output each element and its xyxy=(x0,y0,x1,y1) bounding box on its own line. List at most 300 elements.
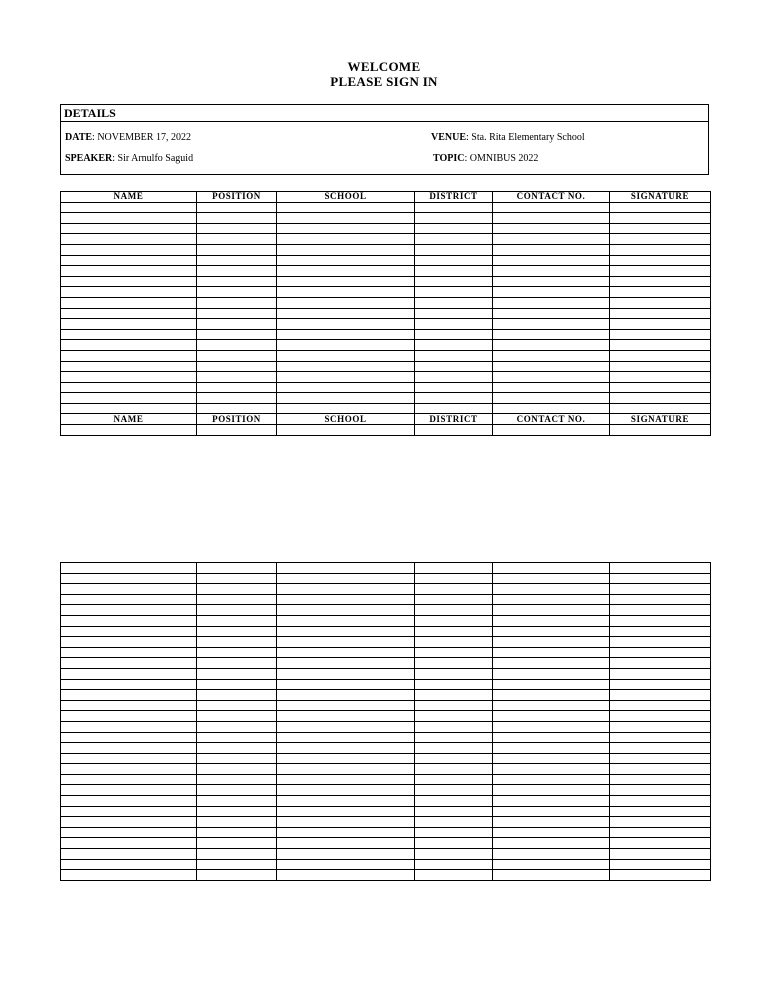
table-cell[interactable] xyxy=(493,647,610,658)
table-cell[interactable] xyxy=(493,382,610,393)
table-cell[interactable] xyxy=(61,584,197,595)
table-cell[interactable] xyxy=(610,340,711,351)
table-cell[interactable] xyxy=(415,234,493,245)
table-cell[interactable] xyxy=(493,425,610,436)
table-cell[interactable] xyxy=(493,244,610,255)
table-cell[interactable] xyxy=(197,827,277,838)
table-cell[interactable] xyxy=(610,255,711,266)
table-cell[interactable] xyxy=(610,806,711,817)
table-cell[interactable] xyxy=(610,721,711,732)
table-cell[interactable] xyxy=(277,361,415,372)
table-cell[interactable] xyxy=(493,319,610,330)
table-cell[interactable] xyxy=(61,287,197,298)
table-cell[interactable] xyxy=(493,626,610,637)
table-cell[interactable] xyxy=(61,817,197,828)
table-cell[interactable] xyxy=(197,297,277,308)
table-cell[interactable] xyxy=(493,796,610,807)
table-cell[interactable] xyxy=(277,255,415,266)
table-cell[interactable] xyxy=(415,594,493,605)
table-cell[interactable] xyxy=(610,563,711,574)
table-cell[interactable] xyxy=(61,700,197,711)
table-cell[interactable] xyxy=(61,668,197,679)
table-cell[interactable] xyxy=(197,361,277,372)
table-cell[interactable] xyxy=(277,425,415,436)
table-cell[interactable] xyxy=(61,615,197,626)
table-cell[interactable] xyxy=(610,393,711,404)
table-cell[interactable] xyxy=(277,234,415,245)
table-cell[interactable] xyxy=(610,679,711,690)
table-cell[interactable] xyxy=(415,838,493,849)
table-cell[interactable] xyxy=(610,774,711,785)
table-cell[interactable] xyxy=(493,584,610,595)
table-cell[interactable] xyxy=(493,732,610,743)
table-cell[interactable] xyxy=(415,329,493,340)
table-cell[interactable] xyxy=(197,817,277,828)
table-cell[interactable] xyxy=(415,615,493,626)
table-cell[interactable] xyxy=(277,626,415,637)
table-cell[interactable] xyxy=(415,213,493,224)
table-cell[interactable] xyxy=(61,859,197,870)
table-cell[interactable] xyxy=(61,870,197,881)
table-cell[interactable] xyxy=(493,700,610,711)
table-cell[interactable] xyxy=(197,615,277,626)
table-cell[interactable] xyxy=(493,838,610,849)
table-cell[interactable] xyxy=(197,859,277,870)
table-cell[interactable] xyxy=(415,382,493,393)
table-cell[interactable] xyxy=(277,859,415,870)
table-cell[interactable] xyxy=(277,340,415,351)
table-cell[interactable] xyxy=(415,700,493,711)
table-cell[interactable] xyxy=(61,594,197,605)
table-cell[interactable] xyxy=(610,690,711,701)
table-cell[interactable] xyxy=(277,605,415,616)
table-cell[interactable] xyxy=(610,838,711,849)
table-cell[interactable] xyxy=(610,382,711,393)
table-cell[interactable] xyxy=(197,584,277,595)
table-cell[interactable] xyxy=(197,213,277,224)
table-cell[interactable] xyxy=(493,690,610,701)
table-cell[interactable] xyxy=(610,403,711,414)
table-cell[interactable] xyxy=(415,679,493,690)
table-cell[interactable] xyxy=(61,244,197,255)
table-cell[interactable] xyxy=(277,796,415,807)
table-cell[interactable] xyxy=(415,626,493,637)
table-cell[interactable] xyxy=(493,276,610,287)
table-cell[interactable] xyxy=(61,573,197,584)
table-cell[interactable] xyxy=(277,647,415,658)
table-cell[interactable] xyxy=(415,774,493,785)
table-cell[interactable] xyxy=(610,329,711,340)
table-cell[interactable] xyxy=(415,753,493,764)
table-cell[interactable] xyxy=(61,350,197,361)
table-cell[interactable] xyxy=(610,732,711,743)
table-cell[interactable] xyxy=(61,563,197,574)
table-cell[interactable] xyxy=(493,637,610,648)
table-cell[interactable] xyxy=(61,626,197,637)
table-cell[interactable] xyxy=(197,743,277,754)
table-cell[interactable] xyxy=(493,753,610,764)
table-cell[interactable] xyxy=(61,711,197,722)
table-cell[interactable] xyxy=(277,287,415,298)
table-cell[interactable] xyxy=(415,859,493,870)
table-cell[interactable] xyxy=(610,584,711,595)
table-cell[interactable] xyxy=(415,849,493,860)
table-cell[interactable] xyxy=(197,382,277,393)
table-cell[interactable] xyxy=(415,287,493,298)
table-cell[interactable] xyxy=(277,732,415,743)
table-cell[interactable] xyxy=(277,594,415,605)
table-cell[interactable] xyxy=(493,817,610,828)
table-cell[interactable] xyxy=(493,297,610,308)
table-cell[interactable] xyxy=(493,329,610,340)
table-cell[interactable] xyxy=(610,594,711,605)
table-cell[interactable] xyxy=(61,849,197,860)
table-cell[interactable] xyxy=(197,573,277,584)
table-cell[interactable] xyxy=(197,287,277,298)
table-cell[interactable] xyxy=(197,679,277,690)
table-cell[interactable] xyxy=(61,425,197,436)
table-cell[interactable] xyxy=(493,721,610,732)
table-cell[interactable] xyxy=(197,721,277,732)
table-cell[interactable] xyxy=(610,849,711,860)
table-cell[interactable] xyxy=(61,647,197,658)
table-cell[interactable] xyxy=(610,244,711,255)
table-cell[interactable] xyxy=(197,403,277,414)
table-cell[interactable] xyxy=(197,647,277,658)
table-cell[interactable] xyxy=(197,319,277,330)
table-cell[interactable] xyxy=(493,827,610,838)
table-cell[interactable] xyxy=(277,213,415,224)
table-cell[interactable] xyxy=(197,626,277,637)
table-cell[interactable] xyxy=(197,711,277,722)
table-cell[interactable] xyxy=(277,870,415,881)
table-cell[interactable] xyxy=(277,785,415,796)
table-cell[interactable] xyxy=(415,393,493,404)
table-cell[interactable] xyxy=(415,297,493,308)
table-cell[interactable] xyxy=(493,287,610,298)
table-cell[interactable] xyxy=(493,563,610,574)
table-cell[interactable] xyxy=(610,637,711,648)
table-cell[interactable] xyxy=(415,796,493,807)
table-cell[interactable] xyxy=(610,308,711,319)
table-cell[interactable] xyxy=(415,785,493,796)
table-cell[interactable] xyxy=(277,350,415,361)
table-cell[interactable] xyxy=(493,615,610,626)
table-cell[interactable] xyxy=(493,213,610,224)
table-cell[interactable] xyxy=(197,690,277,701)
table-cell[interactable] xyxy=(493,234,610,245)
table-cell[interactable] xyxy=(61,796,197,807)
table-cell[interactable] xyxy=(61,297,197,308)
table-cell[interactable] xyxy=(61,679,197,690)
table-cell[interactable] xyxy=(61,658,197,669)
table-cell[interactable] xyxy=(415,764,493,775)
table-cell[interactable] xyxy=(277,817,415,828)
table-cell[interactable] xyxy=(61,372,197,383)
table-cell[interactable] xyxy=(610,827,711,838)
table-cell[interactable] xyxy=(493,870,610,881)
table-cell[interactable] xyxy=(493,223,610,234)
table-cell[interactable] xyxy=(610,700,711,711)
table-cell[interactable] xyxy=(277,319,415,330)
table-cell[interactable] xyxy=(61,605,197,616)
table-cell[interactable] xyxy=(493,266,610,277)
table-cell[interactable] xyxy=(61,743,197,754)
table-cell[interactable] xyxy=(610,647,711,658)
table-cell[interactable] xyxy=(493,361,610,372)
table-cell[interactable] xyxy=(277,266,415,277)
table-cell[interactable] xyxy=(610,615,711,626)
table-cell[interactable] xyxy=(61,827,197,838)
table-cell[interactable] xyxy=(61,732,197,743)
table-cell[interactable] xyxy=(197,658,277,669)
table-cell[interactable] xyxy=(277,276,415,287)
table-cell[interactable] xyxy=(61,721,197,732)
table-cell[interactable] xyxy=(61,213,197,224)
table-cell[interactable] xyxy=(415,319,493,330)
table-cell[interactable] xyxy=(610,234,711,245)
table-cell[interactable] xyxy=(415,817,493,828)
table-cell[interactable] xyxy=(415,732,493,743)
table-cell[interactable] xyxy=(493,255,610,266)
table-cell[interactable] xyxy=(415,658,493,669)
table-cell[interactable] xyxy=(197,605,277,616)
table-cell[interactable] xyxy=(415,340,493,351)
table-cell[interactable] xyxy=(197,372,277,383)
table-cell[interactable] xyxy=(493,202,610,213)
table-cell[interactable] xyxy=(61,838,197,849)
table-cell[interactable] xyxy=(610,785,711,796)
table-cell[interactable] xyxy=(277,329,415,340)
table-cell[interactable] xyxy=(610,287,711,298)
table-cell[interactable] xyxy=(493,403,610,414)
table-cell[interactable] xyxy=(277,382,415,393)
table-cell[interactable] xyxy=(197,425,277,436)
table-cell[interactable] xyxy=(415,827,493,838)
table-cell[interactable] xyxy=(277,297,415,308)
table-cell[interactable] xyxy=(197,202,277,213)
table-cell[interactable] xyxy=(277,393,415,404)
table-cell[interactable] xyxy=(610,276,711,287)
table-cell[interactable] xyxy=(277,308,415,319)
table-cell[interactable] xyxy=(197,753,277,764)
table-cell[interactable] xyxy=(277,806,415,817)
table-cell[interactable] xyxy=(61,202,197,213)
table-cell[interactable] xyxy=(415,361,493,372)
table-cell[interactable] xyxy=(197,838,277,849)
table-cell[interactable] xyxy=(415,573,493,584)
table-cell[interactable] xyxy=(277,827,415,838)
table-cell[interactable] xyxy=(61,764,197,775)
table-cell[interactable] xyxy=(61,340,197,351)
table-cell[interactable] xyxy=(610,658,711,669)
table-cell[interactable] xyxy=(197,764,277,775)
table-cell[interactable] xyxy=(415,668,493,679)
table-cell[interactable] xyxy=(493,372,610,383)
table-cell[interactable] xyxy=(197,350,277,361)
table-cell[interactable] xyxy=(610,297,711,308)
table-cell[interactable] xyxy=(197,223,277,234)
table-cell[interactable] xyxy=(61,403,197,414)
table-cell[interactable] xyxy=(610,372,711,383)
table-cell[interactable] xyxy=(61,753,197,764)
table-cell[interactable] xyxy=(277,584,415,595)
table-cell[interactable] xyxy=(415,605,493,616)
table-cell[interactable] xyxy=(610,859,711,870)
table-cell[interactable] xyxy=(415,637,493,648)
table-cell[interactable] xyxy=(277,202,415,213)
table-cell[interactable] xyxy=(493,764,610,775)
table-cell[interactable] xyxy=(415,308,493,319)
table-cell[interactable] xyxy=(61,276,197,287)
table-cell[interactable] xyxy=(493,573,610,584)
table-cell[interactable] xyxy=(493,393,610,404)
table-cell[interactable] xyxy=(610,425,711,436)
table-cell[interactable] xyxy=(61,223,197,234)
table-cell[interactable] xyxy=(277,668,415,679)
table-cell[interactable] xyxy=(61,255,197,266)
table-cell[interactable] xyxy=(415,584,493,595)
table-cell[interactable] xyxy=(197,244,277,255)
table-cell[interactable] xyxy=(415,690,493,701)
table-cell[interactable] xyxy=(610,817,711,828)
table-cell[interactable] xyxy=(415,266,493,277)
table-cell[interactable] xyxy=(415,721,493,732)
table-cell[interactable] xyxy=(197,393,277,404)
table-cell[interactable] xyxy=(493,859,610,870)
table-cell[interactable] xyxy=(61,234,197,245)
table-cell[interactable] xyxy=(277,615,415,626)
table-cell[interactable] xyxy=(277,658,415,669)
table-cell[interactable] xyxy=(493,849,610,860)
table-cell[interactable] xyxy=(277,753,415,764)
table-cell[interactable] xyxy=(61,382,197,393)
table-cell[interactable] xyxy=(493,308,610,319)
table-cell[interactable] xyxy=(610,361,711,372)
table-cell[interactable] xyxy=(493,711,610,722)
table-cell[interactable] xyxy=(197,774,277,785)
table-cell[interactable] xyxy=(415,743,493,754)
table-cell[interactable] xyxy=(61,690,197,701)
table-cell[interactable] xyxy=(610,605,711,616)
table-cell[interactable] xyxy=(610,213,711,224)
table-cell[interactable] xyxy=(197,255,277,266)
table-cell[interactable] xyxy=(415,350,493,361)
table-cell[interactable] xyxy=(61,637,197,648)
table-cell[interactable] xyxy=(61,806,197,817)
table-cell[interactable] xyxy=(277,721,415,732)
table-cell[interactable] xyxy=(610,796,711,807)
table-cell[interactable] xyxy=(415,223,493,234)
table-cell[interactable] xyxy=(493,350,610,361)
table-cell[interactable] xyxy=(61,319,197,330)
table-cell[interactable] xyxy=(197,870,277,881)
table-cell[interactable] xyxy=(610,626,711,637)
table-cell[interactable] xyxy=(493,774,610,785)
table-cell[interactable] xyxy=(493,743,610,754)
table-cell[interactable] xyxy=(197,796,277,807)
table-cell[interactable] xyxy=(493,668,610,679)
table-cell[interactable] xyxy=(610,764,711,775)
table-cell[interactable] xyxy=(610,753,711,764)
table-cell[interactable] xyxy=(610,743,711,754)
table-cell[interactable] xyxy=(493,806,610,817)
table-cell[interactable] xyxy=(61,361,197,372)
table-cell[interactable] xyxy=(61,329,197,340)
table-cell[interactable] xyxy=(415,244,493,255)
table-cell[interactable] xyxy=(610,711,711,722)
table-cell[interactable] xyxy=(277,774,415,785)
table-cell[interactable] xyxy=(197,785,277,796)
table-cell[interactable] xyxy=(415,403,493,414)
table-cell[interactable] xyxy=(277,637,415,648)
table-cell[interactable] xyxy=(197,637,277,648)
table-cell[interactable] xyxy=(277,711,415,722)
table-cell[interactable] xyxy=(61,308,197,319)
table-cell[interactable] xyxy=(493,679,610,690)
table-cell[interactable] xyxy=(610,573,711,584)
table-cell[interactable] xyxy=(610,319,711,330)
table-cell[interactable] xyxy=(277,403,415,414)
table-cell[interactable] xyxy=(197,849,277,860)
table-cell[interactable] xyxy=(277,838,415,849)
table-cell[interactable] xyxy=(415,563,493,574)
table-cell[interactable] xyxy=(610,668,711,679)
table-cell[interactable] xyxy=(415,806,493,817)
table-cell[interactable] xyxy=(277,563,415,574)
table-cell[interactable] xyxy=(493,605,610,616)
table-cell[interactable] xyxy=(277,244,415,255)
table-cell[interactable] xyxy=(277,743,415,754)
table-cell[interactable] xyxy=(277,690,415,701)
table-cell[interactable] xyxy=(277,849,415,860)
table-cell[interactable] xyxy=(415,870,493,881)
table-cell[interactable] xyxy=(277,372,415,383)
table-cell[interactable] xyxy=(493,785,610,796)
table-cell[interactable] xyxy=(277,679,415,690)
table-cell[interactable] xyxy=(610,870,711,881)
table-cell[interactable] xyxy=(610,350,711,361)
table-cell[interactable] xyxy=(197,276,277,287)
table-cell[interactable] xyxy=(415,255,493,266)
table-cell[interactable] xyxy=(197,266,277,277)
table-cell[interactable] xyxy=(197,563,277,574)
table-cell[interactable] xyxy=(277,223,415,234)
table-cell[interactable] xyxy=(493,658,610,669)
table-cell[interactable] xyxy=(610,223,711,234)
table-cell[interactable] xyxy=(610,202,711,213)
table-cell[interactable] xyxy=(415,711,493,722)
table-cell[interactable] xyxy=(197,340,277,351)
table-cell[interactable] xyxy=(197,732,277,743)
table-cell[interactable] xyxy=(197,668,277,679)
table-cell[interactable] xyxy=(415,276,493,287)
table-cell[interactable] xyxy=(415,202,493,213)
table-cell[interactable] xyxy=(493,594,610,605)
table-cell[interactable] xyxy=(415,425,493,436)
table-cell[interactable] xyxy=(61,266,197,277)
table-cell[interactable] xyxy=(197,234,277,245)
table-cell[interactable] xyxy=(277,764,415,775)
table-cell[interactable] xyxy=(197,806,277,817)
table-cell[interactable] xyxy=(277,573,415,584)
table-cell[interactable] xyxy=(197,308,277,319)
table-cell[interactable] xyxy=(61,393,197,404)
table-cell[interactable] xyxy=(61,774,197,785)
table-cell[interactable] xyxy=(610,266,711,277)
table-cell[interactable] xyxy=(415,372,493,383)
table-cell[interactable] xyxy=(415,647,493,658)
